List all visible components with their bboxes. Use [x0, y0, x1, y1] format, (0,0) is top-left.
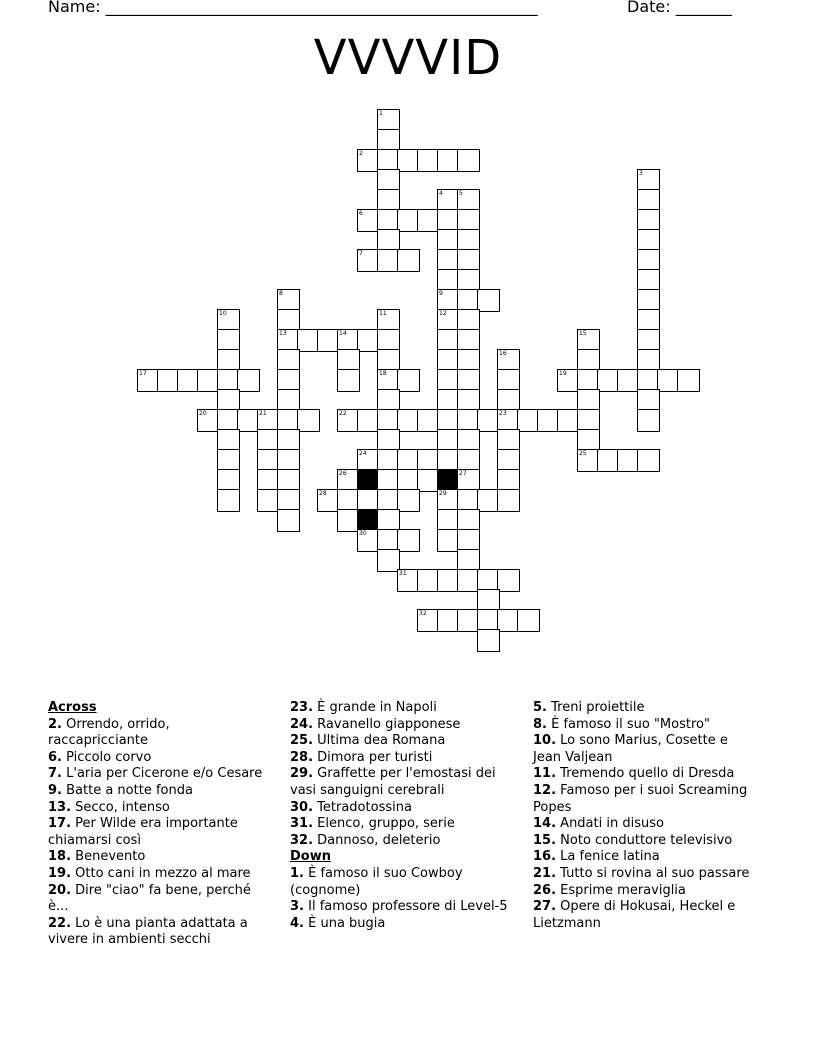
clue-number: 18	[379, 370, 387, 377]
across-clue	[48, 717, 270, 750]
clue-text: Otto cani in mezzo al mare	[75, 865, 251, 881]
clue-num: 16.	[533, 849, 557, 865]
across-clue	[48, 849, 270, 866]
clue-number: 26	[339, 470, 347, 477]
clue-text: Lo sono Marius, Cosette e Jean Valjean	[533, 733, 728, 765]
clue-num: 21.	[533, 865, 557, 881]
clue-num: 31.	[290, 816, 314, 832]
clue-number: 31	[399, 570, 407, 577]
clue-number: 7	[359, 250, 363, 257]
clue-text: Elenco, gruppo, serie	[317, 816, 455, 832]
clue-num: 27.	[533, 899, 557, 915]
date-field-label: Date: _______	[627, 0, 732, 16]
grid-cell[interactable]	[397, 369, 420, 392]
clue-text: Dire "ciao" fa bene, perché è...	[48, 882, 251, 915]
down-clue	[533, 883, 755, 900]
clue-num: 23.	[290, 700, 314, 715]
down-clue	[533, 866, 755, 883]
clue-num: 6.	[48, 749, 62, 765]
clue-number: 28	[319, 490, 327, 497]
clue-text: Treni proiettile	[551, 700, 645, 715]
clue-num: 30.	[290, 799, 314, 815]
grid-cell[interactable]	[457, 149, 480, 172]
clue-text: Famoso per i suoi Screaming Popes	[533, 782, 748, 815]
clue-text: Tremendo quello di Dresda	[560, 766, 735, 782]
grid-cell[interactable]	[397, 249, 420, 272]
clues-column-3	[533, 700, 755, 932]
clue-text: Secco, intenso	[75, 799, 170, 815]
clue-num: 24.	[290, 716, 314, 732]
clue-text: Tutto si rovina al suo passare	[560, 865, 750, 881]
clue-num: 22.	[48, 915, 72, 931]
clue-number: 1	[379, 110, 383, 117]
clue-text: Esprime meraviglia	[560, 882, 686, 898]
clue-num: 5.	[533, 700, 547, 715]
clue-number: 32	[419, 610, 427, 617]
clue-number: 30	[359, 530, 367, 537]
grid-cell[interactable]	[637, 409, 660, 432]
clue-number: 6	[359, 210, 363, 217]
down-clue	[290, 916, 512, 933]
down-clue	[533, 899, 755, 932]
clue-text: Batte a notte fonda	[66, 782, 193, 798]
clue-num: 13.	[48, 799, 72, 815]
across-clue	[48, 916, 270, 949]
across-clue	[290, 733, 512, 750]
clue-num: 15.	[533, 832, 557, 848]
clue-num: 26.	[533, 882, 557, 898]
across-heading: Across	[48, 700, 97, 715]
across-clue	[48, 783, 270, 800]
down-clue	[290, 899, 512, 916]
clue-number: 24	[359, 450, 367, 457]
across-clue	[48, 766, 270, 783]
down-clue	[533, 717, 755, 734]
puzzle-title: VVVVID	[313, 30, 503, 86]
clue-text: Andati in disuso	[560, 816, 664, 832]
clue-number: 29	[439, 490, 447, 497]
clue-text: Ultima dea Romana	[317, 733, 446, 749]
down-clue	[533, 816, 755, 833]
clue-number: 16	[499, 350, 507, 357]
across-clue	[48, 883, 270, 916]
clue-num: 14.	[533, 816, 557, 832]
clue-text: Lo è una pianta adattata a vivere in ambienti secchi	[48, 915, 248, 948]
clue-text: Opere di Hokusai, Heckel e Lietzmann	[533, 899, 736, 931]
grid-cell[interactable]	[637, 449, 660, 472]
clue-num: 4.	[290, 915, 304, 931]
clue-number: 8	[279, 290, 283, 297]
clue-text: La fenice latina	[560, 849, 660, 865]
grid-cell[interactable]	[497, 569, 520, 592]
clue-num: 25.	[290, 733, 314, 749]
grid-cell[interactable]	[517, 609, 540, 632]
grid-cell[interactable]	[277, 509, 300, 532]
clue-number: 12	[439, 310, 447, 317]
clue-number: 19	[559, 370, 567, 377]
across-clue	[290, 816, 512, 833]
clue-text: Tetradotossina	[317, 799, 412, 815]
clue-text: È una bugia	[308, 915, 386, 931]
clue-number: 11	[379, 310, 387, 317]
clue-text: Ravanello giapponese	[317, 716, 461, 732]
clue-text: Piccolo corvo	[66, 749, 152, 765]
clue-number: 27	[459, 470, 467, 477]
down-clue	[533, 849, 755, 866]
across-clue	[290, 766, 512, 799]
clue-number: 25	[579, 450, 587, 457]
across-clue	[290, 750, 512, 767]
across-clue	[290, 717, 512, 734]
down-clue	[533, 783, 755, 816]
name-field-label: Name: ______________________________________________________	[48, 0, 538, 16]
clue-num: 29.	[290, 766, 314, 782]
clue-text: Orrendo, orrido, raccapricciante	[48, 716, 170, 749]
clue-number: 23	[499, 410, 507, 417]
grid-cell[interactable]	[217, 489, 240, 512]
clue-number: 5	[459, 190, 463, 197]
clue-number: 14	[339, 330, 347, 337]
clue-num: 3.	[290, 899, 304, 915]
clue-num: 10.	[533, 733, 557, 749]
clue-text: Dimora per turisti	[317, 749, 433, 765]
clue-num: 17.	[48, 816, 72, 832]
clue-num: 28.	[290, 749, 314, 765]
grid-cell[interactable]	[337, 369, 360, 392]
clue-text: Dannoso, deleterio	[317, 832, 441, 848]
down-heading: Down	[290, 849, 331, 865]
clue-text: È grande in Napoli	[317, 700, 437, 715]
clue-num: 20.	[48, 882, 72, 898]
clue-text: È famoso il suo Cowboy (cognome)	[290, 865, 463, 898]
clue-num: 19.	[48, 865, 72, 881]
down-clue	[533, 833, 755, 850]
clue-num: 9.	[48, 782, 62, 798]
clue-number: 20	[199, 410, 207, 417]
clue-number: 22	[339, 410, 347, 417]
down-clue	[533, 700, 755, 717]
across-clue	[290, 700, 512, 717]
clue-num: 18.	[48, 849, 72, 865]
clue-number: 3	[639, 170, 643, 177]
clues-column-2	[290, 700, 512, 932]
clue-text: L'aria per Cicerone e/o Cesare	[66, 766, 263, 782]
clue-num: 7.	[48, 766, 62, 782]
grid-cell[interactable]	[477, 629, 500, 652]
grid-cell[interactable]	[677, 369, 700, 392]
clue-text: È famoso il suo "Mostro"	[551, 716, 710, 732]
clue-number: 17	[139, 370, 147, 377]
grid-cell[interactable]	[477, 289, 500, 312]
across-clue	[48, 800, 270, 817]
clue-number: 4	[439, 190, 443, 197]
clue-number: 15	[579, 330, 587, 337]
down-clue	[533, 733, 755, 766]
clue-num: 12.	[533, 782, 557, 798]
grid-cell[interactable]	[397, 489, 420, 512]
clue-number: 10	[219, 310, 227, 317]
across-clue	[290, 800, 512, 817]
clue-text: Per Wilde era importante chiamarsi così	[48, 816, 238, 848]
across-clue	[48, 866, 270, 883]
grid-cell[interactable]	[237, 369, 260, 392]
clue-text: Noto conduttore televisivo	[560, 832, 733, 848]
across-clue	[48, 750, 270, 767]
down-clue	[290, 866, 512, 899]
clue-num: 8.	[533, 716, 547, 732]
clue-num: 32.	[290, 832, 314, 848]
clue-text: Graffette per l'emostasi dei vasi sanguigni cerebrali	[290, 766, 496, 798]
clue-text: Benevento	[75, 849, 146, 865]
clue-number: 13	[279, 330, 287, 337]
clue-number: 9	[439, 290, 443, 297]
down-clue	[533, 766, 755, 783]
grid-cell[interactable]	[297, 409, 320, 432]
clue-num: 2.	[48, 716, 62, 732]
clues-column-1	[48, 700, 270, 949]
clue-text: Il famoso professore di Level-5	[308, 899, 508, 915]
clue-number: 21	[259, 410, 267, 417]
grid-cell[interactable]	[397, 529, 420, 552]
across-clue	[48, 816, 270, 849]
clue-num: 1.	[290, 865, 304, 881]
clue-number: 2	[359, 150, 363, 157]
grid-cell[interactable]	[497, 489, 520, 512]
clue-num: 11.	[533, 766, 557, 782]
across-clue	[290, 833, 512, 850]
